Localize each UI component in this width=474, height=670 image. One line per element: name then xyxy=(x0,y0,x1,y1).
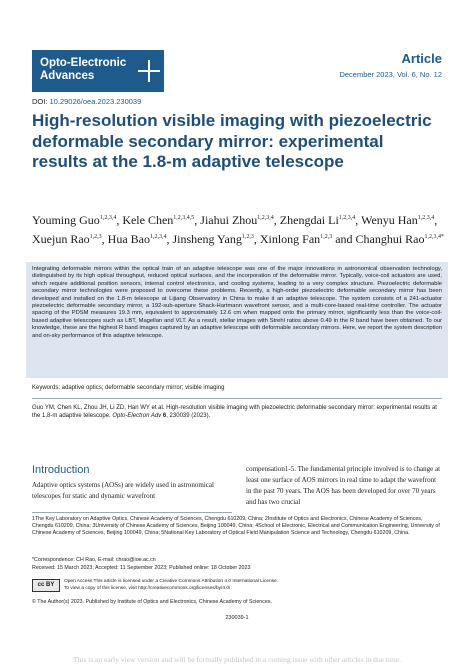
keywords: Keywords: adaptive optics; deformable secondary mirror; visible imaging xyxy=(32,385,225,391)
author: Wenyu Han$^{1,2,3,4}$ xyxy=(361,213,435,227)
doi-link[interactable]: 10.29026/oea.2023.230039 xyxy=(49,97,142,106)
section-heading-introduction: Introduction xyxy=(32,464,90,476)
footnote-divider xyxy=(32,512,232,513)
affiliations: 1The Key Laboratory on Adaptive Optics, Chinese Academy of Sciences, Chengdu 610209, China; 2Institute of Optics and Electronics, Chinese Academy of Sciences, Chengdu 610209, China; 3University of Chinese Academy of Sciences, Beijing 100049, China; 4School of Electronic, Electrical and Communication Engineering, University of Chinese Academy of Sciences, Beijing 100049, China; 5National Key Laboratory of Optical Field Manipulation Science and Technology, Chengdu 610209, China. xyxy=(32,516,440,536)
journal-name-line1: Opto-Electronic xyxy=(40,57,127,69)
correspondence: *Correspondence: CH Rao, E-mail: chrao@ioe.ac.cn xyxy=(32,557,156,563)
received-dates: Received: 15 March 2023; Accepted: 11 September 2023; Published online: 18 October 2023 xyxy=(32,565,251,571)
issue-info: December 2023, Vol. 6, No. 12 xyxy=(339,70,442,79)
license-text: Open Access This article is licensed under a Creative Commons Attribution 4.0 International License. To view a copy of this license, visit http://creativecommons.org/licenses/by/4.0/. xyxy=(64,579,279,591)
copyright: © The Author(s) 2023. Published by Institute of Optics and Electronics, Chinese Academy of Sciences. xyxy=(32,599,272,605)
journal-logo xyxy=(32,50,164,92)
doi-line xyxy=(32,97,141,106)
author: Zhengdai Li$^{1,2,3,4}$ xyxy=(279,213,356,227)
citation-journal: Opto-Electron Adv xyxy=(112,413,162,419)
star-icon xyxy=(142,64,156,78)
author: Changhui Rao$^{1,2,3,4*}$ xyxy=(355,232,445,246)
author: Xuejun Rao$^{1,2,3}$ xyxy=(32,232,102,246)
body-text-right: compensation1-5. The fundamental principle involved is to change at least one surface of AOS mirrors in real time to adapt the wavefront in the past 70 years. The AOS has been developed for over 70 years and has two crucial xyxy=(246,465,441,506)
author: Xinlong Fan$^{1,2,3}$ xyxy=(259,232,333,246)
author: Youming Guo$^{1,2,3,4}$ xyxy=(32,213,117,227)
article-type-label: Article xyxy=(401,51,442,66)
author: Kele Chen$^{1,2,3,4,5}$ xyxy=(122,213,195,227)
author-list: Youming Guo$^{1,2,3,4}$, Kele Chen$^{1,2,3,4,5}$, Jiahui Zhou$^{1,2,3,4}$, Zhengdai Li$^{1,2,3,4}$, Wenyu Han$^{1,2,3,4}$, Xuejun Rao$^{1,2,3}$, Hua Bao$^{1,2,3,4}$, Jinsheng Yang$^{1,2,3}$, Xinlong Fan$^{1,2,3}$ and Changhui Rao$^{1,2,3,4*}$ xyxy=(32,213,445,246)
cc-by-license-icon[interactable]: cc BY xyxy=(32,579,60,592)
abstract-text: Integrating deformable mirrors within the optical train of an adaptive telescope was one of the major innovations in astronomical observation technology, distinguished by its high optical throughput, reduced optical surfaces, and the incorporation of the deformable mirror. Typically, voice-coil actuators are used, which require additional position sensors, internal control electronics, and cooling systems, leading to a very complex structure. Piezoelectric deformable secondary mirror technologies were proposed to overcome these problems. Recently, a high-order piezoelectric deformable secondary mirror has been developed and installed on the 1.8-m telescope at Lijiang Observatory in China to make it an adaptive telescope. The system consists of a 241-actuator piezoelectric deformable secondary mirror, a 192-sub-aperture Shack-Hartmann wavefront sensor, and a multi-core-based real-time controller. The actuator spacing of the PDSM measures 19.3 mm, equivalent to approximately 12.6 cm when mapped onto the primary mirror, significantly less than the voice-coil-based adaptive telescopes such as LBT, Magellan and VLT. As a result, stellar images with Strehl ratios above 0.49 in the R band have been obtained. To our knowledge, these are the highest R band images captured by an adaptive telescope with deformable secondary mirrors. Here, we report the system description and on-sky performance of this adaptive telescope. xyxy=(32,266,442,339)
early-view-notice: This is an early view version and will be formally published in a coming issue with other articles in due time. xyxy=(72,655,402,664)
author: Jinsheng Yang$^{1,2,3}$ xyxy=(172,232,254,246)
divider xyxy=(32,398,442,399)
citation: Guo YM, Chen KL, Zhou JH, Li ZD, Han WY et al. High-resolution visible imaging with piezoelectric deformable secondary mirror: experimental results at the 1.8-m adaptive telescope. Opto-Electron Adv 6, 230039 (2023). xyxy=(32,405,437,419)
paper-title: High-resolution visible imaging with piezoelectric deformable secondary mirror: experimental results at the 1.8-m adaptive telescope xyxy=(32,111,432,171)
journal-name-line2: Advances xyxy=(40,70,95,82)
author: Jiahui Zhou$^{1,2,3,4}$ xyxy=(200,213,274,227)
body-text-left: Adaptive optics systems (AOSs) are widely used in astronomical telescopes for static and dynamic wavefront xyxy=(32,481,214,500)
citation-volume: 6 xyxy=(162,413,167,419)
page-number: 230039-1 xyxy=(225,615,249,621)
doi-label: DOI: xyxy=(32,97,48,106)
author: Hua Bao$^{1,2,3,4}$ xyxy=(107,232,167,246)
